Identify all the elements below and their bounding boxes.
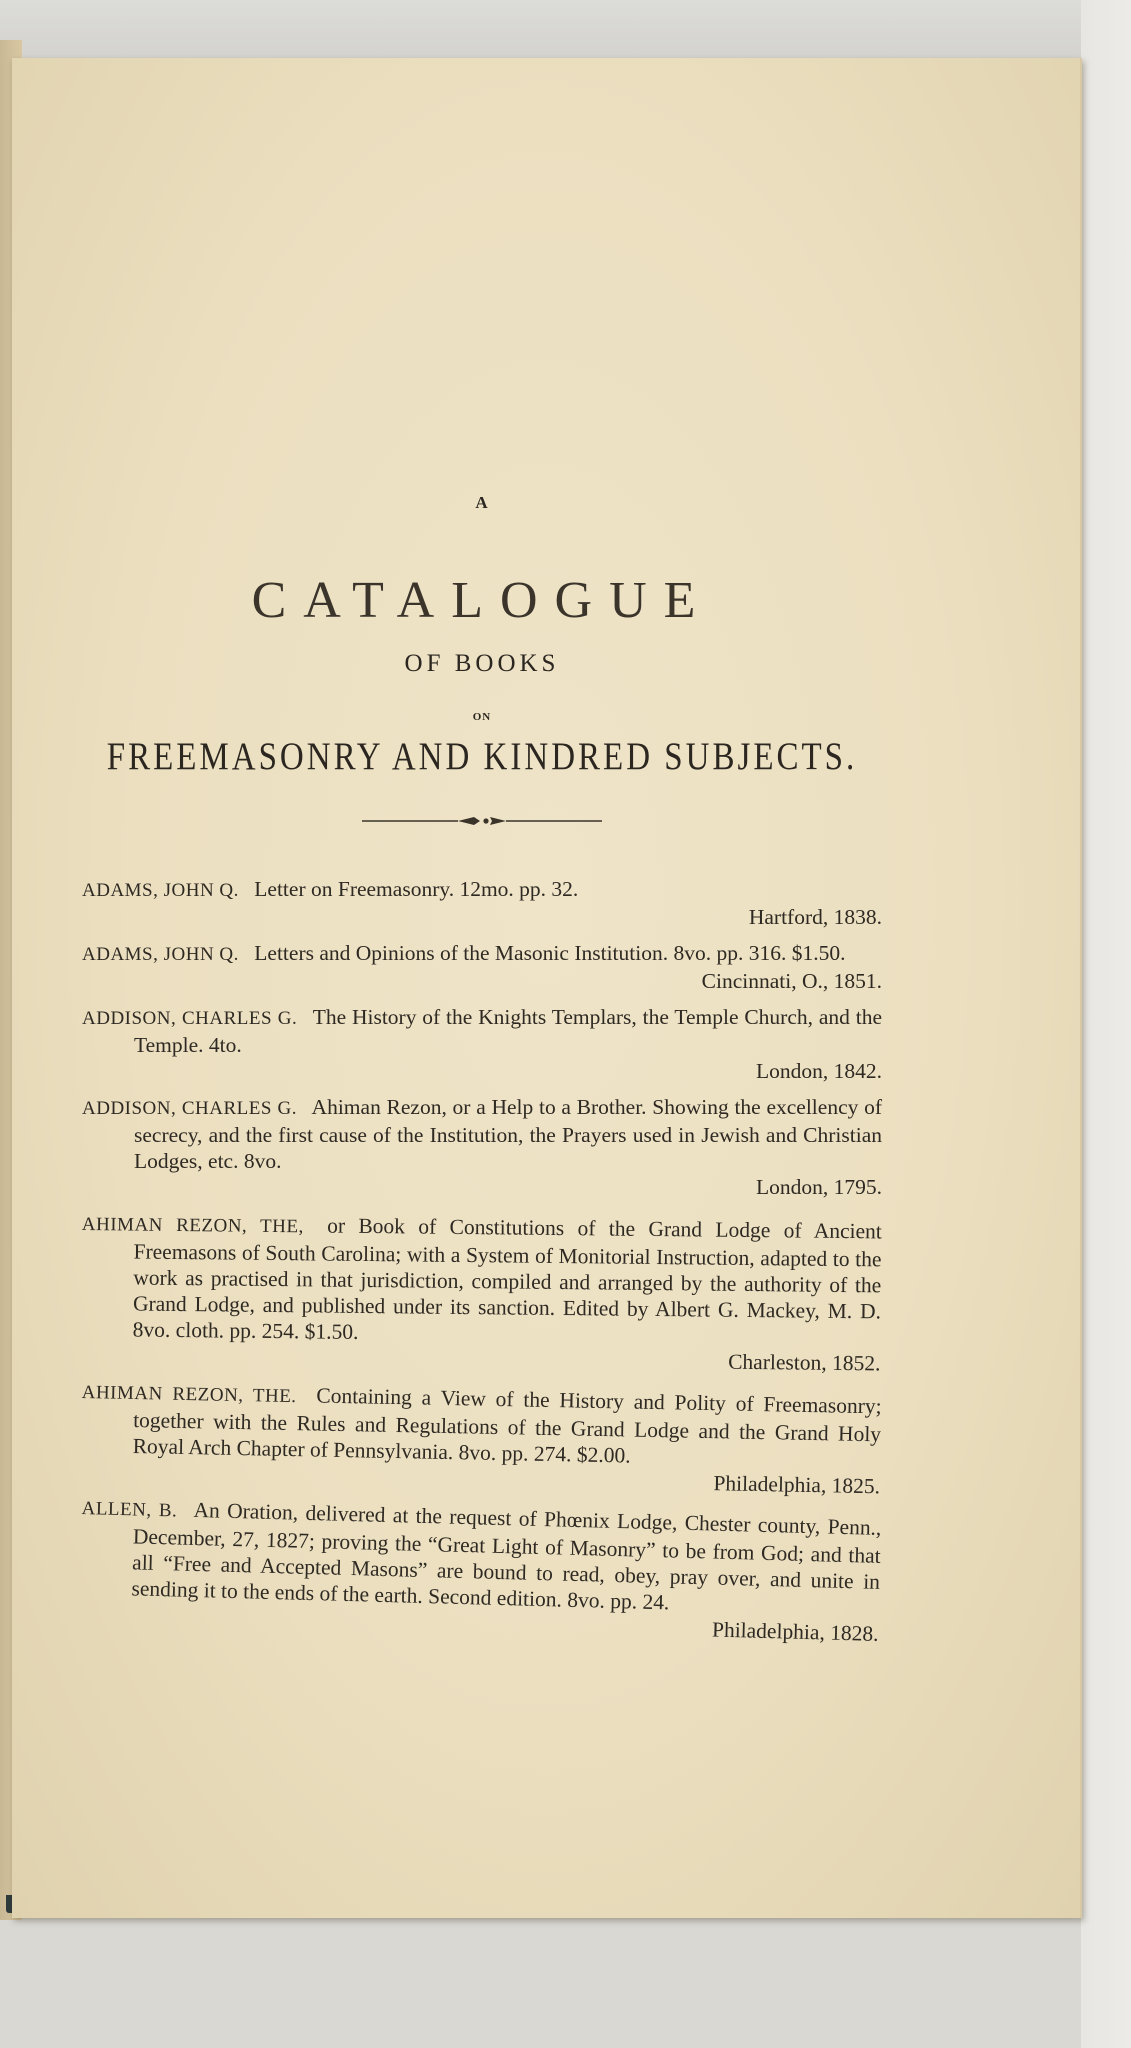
title-on: ON: [472, 711, 492, 723]
entry-author: ADAMS, JOHN Q.: [82, 880, 239, 901]
title-of-books: OF BOOKS: [404, 650, 560, 677]
entry-description: Letters and Opinions of the Masonic Institution. 8vo. pp. 316. $1.50.: [254, 941, 846, 965]
title-subject: FREEMASONRY AND KINDRED SUBJECTS.: [106, 735, 858, 779]
catalogue-entry: [80, 1378, 882, 1499]
page-content: [81, 493, 882, 1646]
entry-imprint: Charleston, 1852.: [728, 1349, 881, 1376]
background-surface-right: [1081, 0, 1131, 2048]
catalogue-entry: [82, 1004, 882, 1084]
catalogue-entry: [80, 1210, 882, 1376]
entry-description: Ahiman Rezon, or a Help to a Brother. Showing the excellency of secrecy, and the first cause of the Institution, the Prayers used in Jewish and Christian Lodges, etc. 8vo.: [134, 1095, 882, 1173]
entry-description: or Book of Constitutions of the Grand Lodge of Ancient Freemasons of South Carolina; with a System of Monitorial Instruction, adapted to the work as practised in that jurisdiction, compiled and arranged by the authority of the Grand Lodge, and published under its sanction. Edited by Albert G. Mackey, M. D. 8vo. cloth. pp. 254. $1.50.: [132, 1213, 882, 1344]
catalogue-entry: [82, 940, 882, 994]
entry-author: AHIMAN REZON, THE,: [81, 1213, 304, 1238]
entry-imprint: Cincinnati, O., 1851.: [701, 969, 882, 993]
entry-author: ADDISON, CHARLES G.: [82, 1098, 297, 1119]
entry-imprint: London, 1795.: [755, 1175, 882, 1199]
ornamental-rule-divider: [362, 814, 602, 828]
catalogue-entry: [82, 1094, 882, 1200]
title-catalogue: CATALOGUE: [251, 572, 713, 629]
entry-imprint: Philadelphia, 1828.: [711, 1617, 879, 1646]
catalogue-entries: [81, 876, 882, 1646]
title-article: A: [475, 493, 489, 512]
entry-description: An Oration, delivered at the request of Phœnix Lodge, Chester county, Penn., December, 27, 1827; proving the “Great Light of Masonry” to be from God; and that all “Free and Accepted Masons” are bound to read, obey, pray over, and unite in sending it to the ends of the earth. Second edition. 8vo. pp. 24.: [131, 1497, 882, 1615]
entry-imprint: Hartford, 1838.: [748, 905, 882, 929]
catalogue-entry: [82, 876, 882, 930]
entry-imprint: Philadelphia, 1825.: [713, 1471, 881, 1499]
catalogue-entry: [79, 1494, 882, 1647]
entry-author: ADAMS, JOHN Q.: [82, 944, 239, 965]
entry-description: The History of the Knights Templars, the Temple Church, and the Temple. 4to.: [134, 1005, 882, 1057]
entry-description: Letter on Freemasonry. 12mo. pp. 32.: [254, 877, 579, 901]
entry-author: ALLEN, B.: [81, 1497, 178, 1522]
entry-author: AHIMAN REZON, THE.: [81, 1381, 297, 1408]
entry-author: ADDISON, CHARLES G.: [82, 1008, 298, 1029]
entry-description: Containing a View of the History and Polity of Freemasonry; together with the Rules and Regulations of the Grand Lodge and the Grand Holy Royal Arch Chapter of Pennsylvania. 8vo. pp. 274. $2.00.: [132, 1383, 882, 1468]
book-page: [12, 58, 1082, 1918]
entry-imprint: London, 1842.: [755, 1059, 882, 1083]
